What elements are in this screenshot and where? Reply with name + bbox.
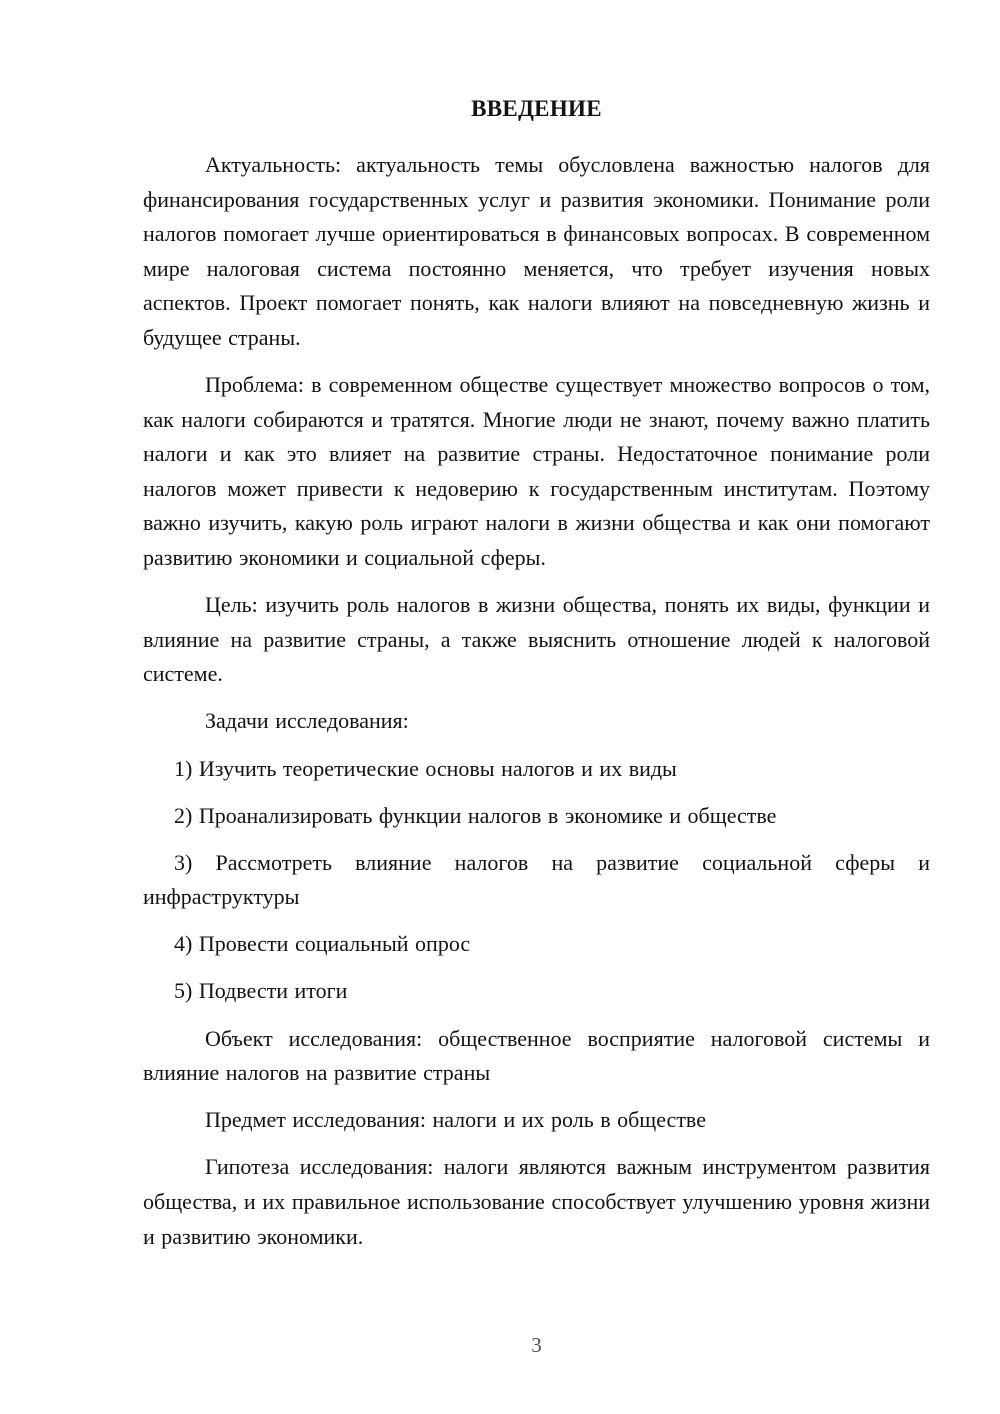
task-item-3: 3) Рассмотреть влияние налогов на развитие социальной сферы и инфраструктуры: [143, 849, 930, 910]
task-item-4: 4) Провести социальный опрос: [174, 931, 471, 957]
document-content: [143, 94, 930, 1267]
paragraph-goal: Цель: изучить роль налогов в жизни общества, понять их виды, функции и влияние на развитие страны, а также выяснить отношение людей к налоговой системе.: [143, 592, 930, 687]
page-number: 3: [531, 1333, 542, 1357]
task-item-1: 1) Изучить теоретические основы налогов и их виды: [174, 755, 677, 781]
paragraph-subject: Предмет исследования: налоги и их роль в обществе: [205, 1107, 706, 1133]
paragraph-relevance: Актуальность: актуальность темы обусловлена важностью налогов для финансирования государственных услуг и развития экономики. Понимание роли налогов помогает лучше ориентироваться в финансовых вопросах. В современном мире налоговая система постоянно меняется, что требует изучения новых аспектов. Проект помогает понять, как налоги влияют на повседневную жизнь и будущее страны.: [143, 152, 930, 350]
paragraph-problem: Проблема: в современном обществе существует множество вопросов о том, как налоги собираются и тратятся. Многие люди не знают, почему важно платить налоги и как это влияет на развитие страны. Недостаточное понимание роли налогов может привести к недоверию к государственным институтам. Поэтому важно изучить, какую роль играют налоги в жизни общества и как они помогают развитию экономики и социальной сферы.: [143, 372, 930, 571]
paragraph-object: Объект исследования: общественное восприятие налоговой системы и влияние налогов на развитие страны: [143, 1025, 930, 1086]
page-title: ВВЕДЕНИЕ: [471, 96, 602, 121]
tasks-heading: Задачи исследования:: [205, 708, 409, 734]
paragraph-hypothesis: Гипотеза исследования: налоги являются важным инструментом развития общества, и их правильное использование способствует улучшению уровня жизни и развитию экономики.: [143, 1154, 930, 1249]
task-item-2: 2) Проанализировать функции налогов в экономике и обществе: [174, 802, 777, 828]
task-item-5: 5) Подвести итоги: [174, 978, 348, 1004]
